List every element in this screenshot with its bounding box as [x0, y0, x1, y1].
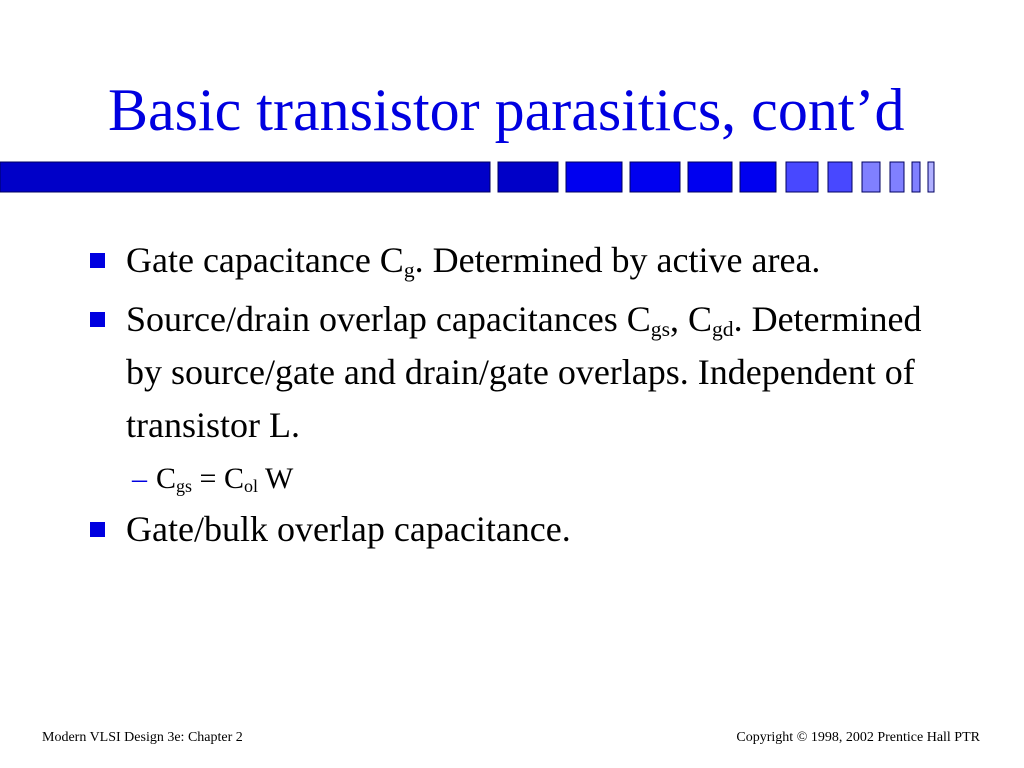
bullet-gate-bulk-overlap	[88, 503, 928, 556]
bar-segment	[688, 162, 732, 192]
footer-chapter-label: Modern VLSI Design 3e: Chapter 2	[42, 730, 243, 745]
formula-text: = C	[192, 462, 244, 495]
bullet-text: . Determined by source/gate and drain/gate overlaps. Independent of transistor L.	[126, 299, 922, 445]
bullet-overlap-capacitances	[88, 293, 928, 452]
bar-segment	[498, 162, 558, 192]
bar-segment	[740, 162, 776, 192]
subscript: gd	[711, 316, 734, 341]
subscript: gs	[650, 316, 670, 341]
square-bullet-icon	[90, 253, 105, 268]
subscript: ol	[243, 475, 258, 496]
bar-segment	[566, 162, 622, 192]
bullet-text: Source/drain overlap capacitances C	[126, 299, 651, 339]
decorative-title-bar	[0, 158, 942, 194]
bar-segment	[912, 162, 920, 192]
bar-segment	[828, 162, 852, 192]
slide-title: Basic transistor parasitics, cont’d	[108, 77, 905, 143]
bar-segment-long	[0, 162, 490, 192]
bullet-text: Gate/bulk overlap capacitance.	[126, 509, 571, 549]
bullet-gate-capacitance	[88, 234, 928, 287]
formula-text: C	[156, 462, 177, 495]
dash-bullet-icon: –	[132, 462, 147, 495]
bar-segment	[928, 162, 934, 192]
slide-body	[88, 234, 928, 556]
bar-segment	[786, 162, 818, 192]
bar-segment	[630, 162, 680, 192]
bullet-text: . Determined by active area.	[414, 240, 821, 280]
bullet-text: Gate capacitance C	[126, 240, 404, 280]
formula-text: W	[257, 462, 294, 495]
sub-bullet-cgs-formula	[88, 455, 928, 503]
bar-segment	[890, 162, 904, 192]
bullet-text: , C	[669, 299, 712, 339]
square-bullet-icon	[90, 312, 105, 327]
square-bullet-icon	[90, 522, 105, 537]
footer-copyright: Copyright © 1998, 2002 Prentice Hall PTR	[736, 730, 980, 745]
subscript: g	[403, 257, 415, 282]
bar-segment	[862, 162, 880, 192]
subscript: gs	[176, 475, 193, 496]
